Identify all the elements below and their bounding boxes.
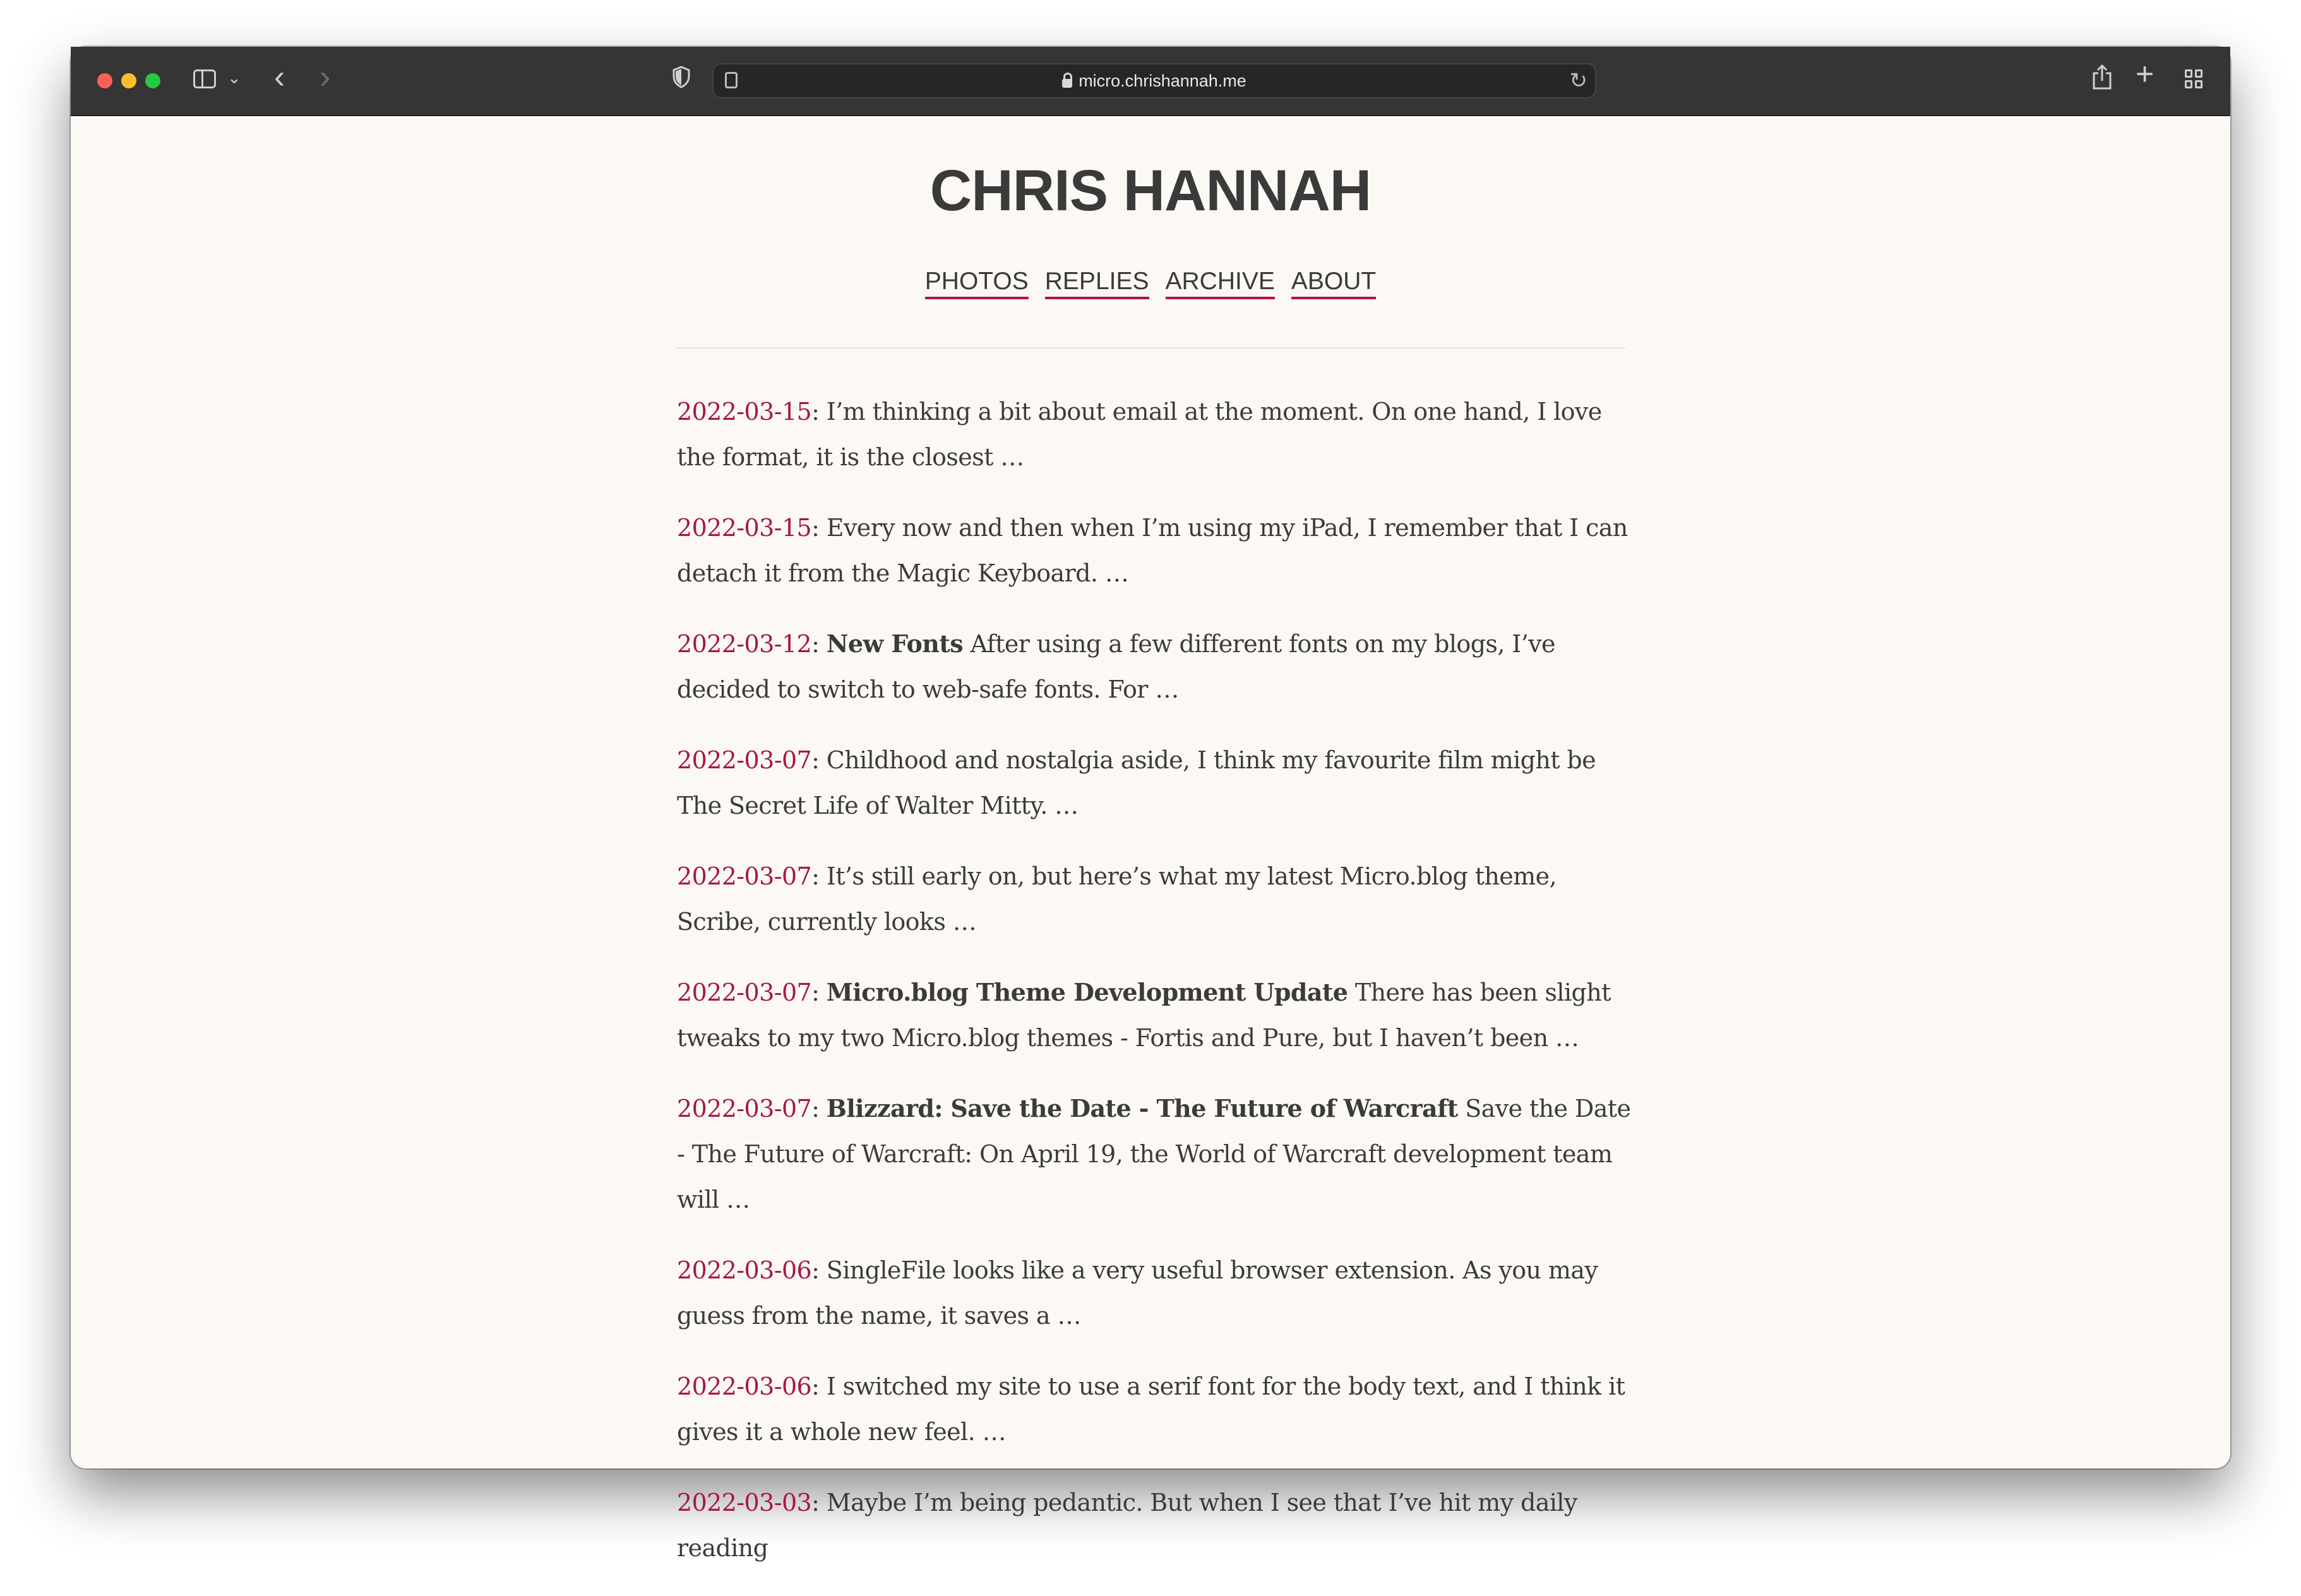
- post-title: Micro.blog Theme Development Update: [826, 978, 1348, 1006]
- post-item: 2022-03-07: Micro.blog Theme Development Update There has been slight tweaks to my two Micro.blog themes - Fortis and Pure, but I haven’t been …: [677, 978, 1611, 1052]
- browser-toolbar: [71, 47, 2230, 116]
- tab-overview-icon[interactable]: [2185, 69, 2204, 88]
- post-date-link[interactable]: 2022-03-15: [677, 398, 812, 426]
- post-item: 2022-03-07: Childhood and nostalgia aside, I think my favourite film might be The Secret Life of Walter Mitty. …: [677, 746, 1596, 819]
- post-title: New Fonts: [826, 629, 964, 658]
- nav-link-about[interactable]: ABOUT: [1291, 268, 1376, 299]
- post-item: 2022-03-06: SingleFile looks like a very useful browser extension. As you may guess from the name, it saves a …: [677, 1256, 1598, 1330]
- post-date-link[interactable]: 2022-03-07: [677, 862, 812, 890]
- address-bar[interactable]: [712, 63, 1596, 98]
- post-excerpt: There has been slight tweaks to my two Micro.blog themes - Fortis and Pure, but I haven’t been …: [677, 979, 1611, 1052]
- post-date-link[interactable]: 2022-03-07: [677, 1095, 812, 1123]
- post-excerpt: I’m thinking a bit about email at the moment. On one hand, I love the format, it is the closest …: [677, 398, 1602, 471]
- forward-arrow-icon[interactable]: ›: [320, 59, 331, 95]
- post-date-link[interactable]: 2022-03-07: [677, 746, 812, 774]
- post-date-link[interactable]: 2022-03-06: [677, 1256, 812, 1284]
- post-title: Blizzard: Save the Date - The Future of Warcraft: [826, 1094, 1458, 1123]
- post-date-link[interactable]: 2022-03-15: [677, 514, 812, 542]
- reload-icon[interactable]: ↻: [1569, 69, 1587, 93]
- post-date-link[interactable]: 2022-03-12: [677, 630, 812, 658]
- chevron-down-icon[interactable]: ⌄: [227, 68, 241, 87]
- lock-icon: [1062, 79, 1072, 88]
- site-title[interactable]: CHRIS HANNAH: [929, 158, 1372, 223]
- site-nav: [71, 268, 2230, 299]
- header-divider: [677, 347, 1625, 348]
- privacy-shield-icon[interactable]: [672, 66, 691, 92]
- minimize-window-button[interactable]: [121, 73, 136, 88]
- url-text: micro.chrishannah.me: [1079, 71, 1246, 90]
- post-item: 2022-03-06: I switched my site to use a serif font for the body text, and I think it gives it a whole new feel. …: [677, 1373, 1625, 1446]
- post-item: 2022-03-12: New Fonts After using a few different fonts on my blogs, I’ve decided to switch to web-safe fonts. For …: [677, 629, 1555, 703]
- nav-link-replies[interactable]: REPLIES: [1045, 268, 1149, 299]
- zoom-window-button[interactable]: [145, 73, 160, 88]
- post-excerpt: Every now and then when I’m using my iPad, I remember that I can detach it from the Magic Keyboard. …: [677, 514, 1628, 587]
- new-tab-icon[interactable]: +: [2136, 56, 2155, 92]
- nav-link-photos[interactable]: PHOTOS: [925, 268, 1029, 299]
- post-excerpt: It’s still early on, but here’s what my latest Micro.blog theme, Scribe, currently looks …: [677, 862, 1557, 936]
- post-date-link[interactable]: 2022-03-07: [677, 979, 812, 1006]
- share-icon[interactable]: [2091, 63, 2113, 94]
- close-window-button[interactable]: [97, 73, 112, 88]
- nav-link-archive[interactable]: ARCHIVE: [1166, 268, 1275, 299]
- post-excerpt: I switched my site to use a serif font for the body text, and I think it gives it a whole new feel. …: [677, 1373, 1625, 1446]
- post-excerpt: SingleFile looks like a very useful browser extension. As you may guess from the name, it saves a …: [677, 1256, 1598, 1330]
- post-excerpt: Maybe I’m being pedantic. But when I see that I’ve hit my daily reading: [677, 1489, 1577, 1562]
- post-item: 2022-03-03: Maybe I’m being pedantic. But when I see that I’ve hit my daily reading: [677, 1489, 1577, 1562]
- post-item: 2022-03-15: Every now and then when I’m using my iPad, I remember that I can detach it from the Magic Keyboard. …: [677, 514, 1628, 587]
- post-date-link[interactable]: 2022-03-06: [677, 1373, 812, 1400]
- page-content: [71, 116, 2230, 1562]
- browser-window: [71, 47, 2230, 1562]
- post-item: 2022-03-07: It’s still early on, but here’s what my latest Micro.blog theme, Scribe, currently looks …: [677, 862, 1557, 936]
- sidebar-toggle-icon[interactable]: [193, 69, 216, 88]
- post-excerpt: Childhood and nostalgia aside, I think my favourite film might be The Secret Life of Walter Mitty. …: [677, 746, 1596, 819]
- post-date-link[interactable]: 2022-03-03: [677, 1489, 812, 1516]
- post-list: [677, 389, 1637, 1596]
- post-item: 2022-03-15: I’m thinking a bit about email at the moment. On one hand, I love the format, it is the closest …: [677, 398, 1602, 471]
- post-item: 2022-03-07: Blizzard: Save the Date - The Future of Warcraft Save the Date - The Future of Warcraft: On April 19, the World of Warcraft development team will …: [677, 1094, 1631, 1213]
- post-excerpt: After using a few different fonts on my blogs, I’ve decided to switch to web-safe fonts. For …: [677, 630, 1555, 703]
- post-excerpt: Save the Date - The Future of Warcraft: On April 19, the World of Warcraft development team will …: [677, 1095, 1631, 1213]
- back-arrow-icon[interactable]: ‹: [274, 59, 285, 95]
